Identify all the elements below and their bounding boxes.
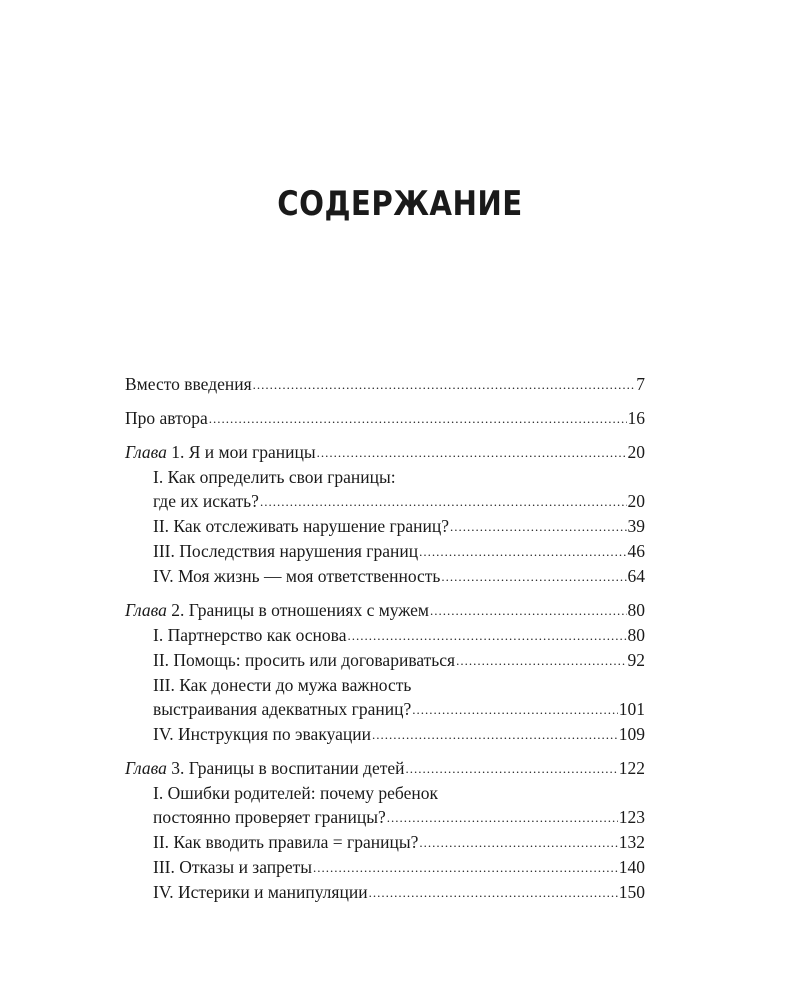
toc-entry-label: I. Как определить свои границы:	[153, 467, 396, 487]
toc-section[interactable]	[125, 489, 645, 513]
toc-entry-label: IV. Моя жизнь — моя ответственность	[153, 566, 441, 586]
toc-entry-label: Вместо введения	[125, 374, 252, 394]
toc-entry-label: IV. Истерики и манипуляции	[153, 882, 368, 902]
toc-section[interactable]	[125, 564, 645, 588]
toc-page-number: 80	[627, 600, 645, 620]
chapter-prefix: Глава	[125, 442, 167, 462]
dot-leader	[419, 831, 617, 855]
toc-page-number: 80	[627, 625, 645, 645]
chapter-prefix: Глава	[125, 758, 167, 778]
chapter-title: 3. Границы в воспитании детей	[166, 758, 405, 778]
chapter-prefix: Глава	[125, 600, 167, 620]
toc-page-number: 20	[627, 442, 645, 462]
dot-leader	[419, 540, 626, 564]
dot-leader	[313, 856, 618, 880]
toc-entry-label: Про автора	[125, 408, 208, 428]
toc-page-number: 123	[618, 807, 645, 827]
dot-leader	[369, 881, 618, 905]
toc-entry-label: III. Последствия нарушения границ	[153, 541, 419, 561]
toc-section[interactable]	[125, 514, 645, 538]
dot-leader	[441, 565, 626, 589]
toc-chapter-3[interactable]	[125, 756, 645, 780]
dot-leader	[412, 698, 618, 722]
toc-page-number: 101	[618, 699, 645, 719]
toc-page-number: 46	[627, 541, 645, 561]
toc-entry-label: III. Отказы и запреты	[153, 857, 313, 877]
dot-leader	[456, 649, 626, 673]
toc-section[interactable]	[125, 648, 645, 672]
toc-section[interactable]	[125, 805, 645, 829]
toc-page-number: 7	[636, 374, 645, 394]
toc-chapter-1[interactable]	[125, 440, 645, 464]
toc-page-number: 64	[627, 566, 645, 586]
toc-entry-intro[interactable]	[125, 372, 645, 396]
toc-page-number: 132	[618, 832, 645, 852]
toc-page-number: 109	[618, 724, 645, 744]
toc-entry-label: II. Помощь: просить или договариваться	[153, 650, 456, 670]
toc-page-number: 20	[627, 491, 645, 511]
dot-leader	[430, 599, 626, 623]
toc-entry-label: II. Как вводить правила = границы?	[153, 832, 419, 852]
toc-entry-label: IV. Инструкция по эвакуации	[153, 724, 371, 744]
dot-leader	[253, 373, 636, 397]
toc-chapter-2[interactable]	[125, 598, 645, 622]
toc-entry-author[interactable]	[125, 406, 645, 430]
chapter-title: 2. Границы в отношениях с мужем	[166, 600, 430, 620]
dot-leader	[406, 757, 618, 781]
toc-page-number: 122	[618, 758, 645, 778]
toc-section[interactable]	[125, 623, 645, 647]
toc-page-number: 92	[627, 650, 645, 670]
page-title: СОДЕРЖАНИЕ	[277, 184, 523, 224]
toc-section[interactable]	[125, 855, 645, 879]
dot-leader	[372, 723, 618, 747]
toc-section[interactable]	[125, 722, 645, 746]
toc-section[interactable]	[125, 539, 645, 563]
table-of-contents	[125, 372, 645, 904]
toc-section-line1[interactable]	[125, 673, 645, 697]
toc-page-number: 140	[618, 857, 645, 877]
dot-leader	[347, 624, 626, 648]
toc-entry-label: II. Как отслеживать нарушение границ?	[153, 516, 450, 536]
toc-entry-label: где их искать?	[153, 491, 259, 511]
toc-entry-label: выстраивания адекватных границ?	[153, 699, 412, 719]
toc-entry-label: постоянно проверяет границы?	[153, 807, 386, 827]
toc-section[interactable]	[125, 830, 645, 854]
toc-page-number: 150	[618, 882, 645, 902]
toc-entry-label: I. Ошибки родителей: почему ребенок	[153, 783, 438, 803]
toc-section[interactable]	[125, 880, 645, 904]
chapter-title: 1. Я и мои границы	[166, 442, 316, 462]
dot-leader	[317, 441, 627, 465]
toc-section-line1[interactable]	[125, 781, 645, 805]
toc-entry-label: I. Партнерство как основа	[153, 625, 347, 645]
toc-entry-label: III. Как донести до мужа важность	[153, 675, 412, 695]
dot-leader	[450, 515, 626, 539]
toc-section[interactable]	[125, 697, 645, 721]
dot-leader	[209, 407, 627, 431]
toc-page-number: 39	[627, 516, 645, 536]
dot-leader	[260, 490, 627, 514]
dot-leader	[387, 806, 618, 830]
toc-page-number: 16	[627, 408, 645, 428]
toc-section-line1[interactable]	[125, 465, 645, 489]
